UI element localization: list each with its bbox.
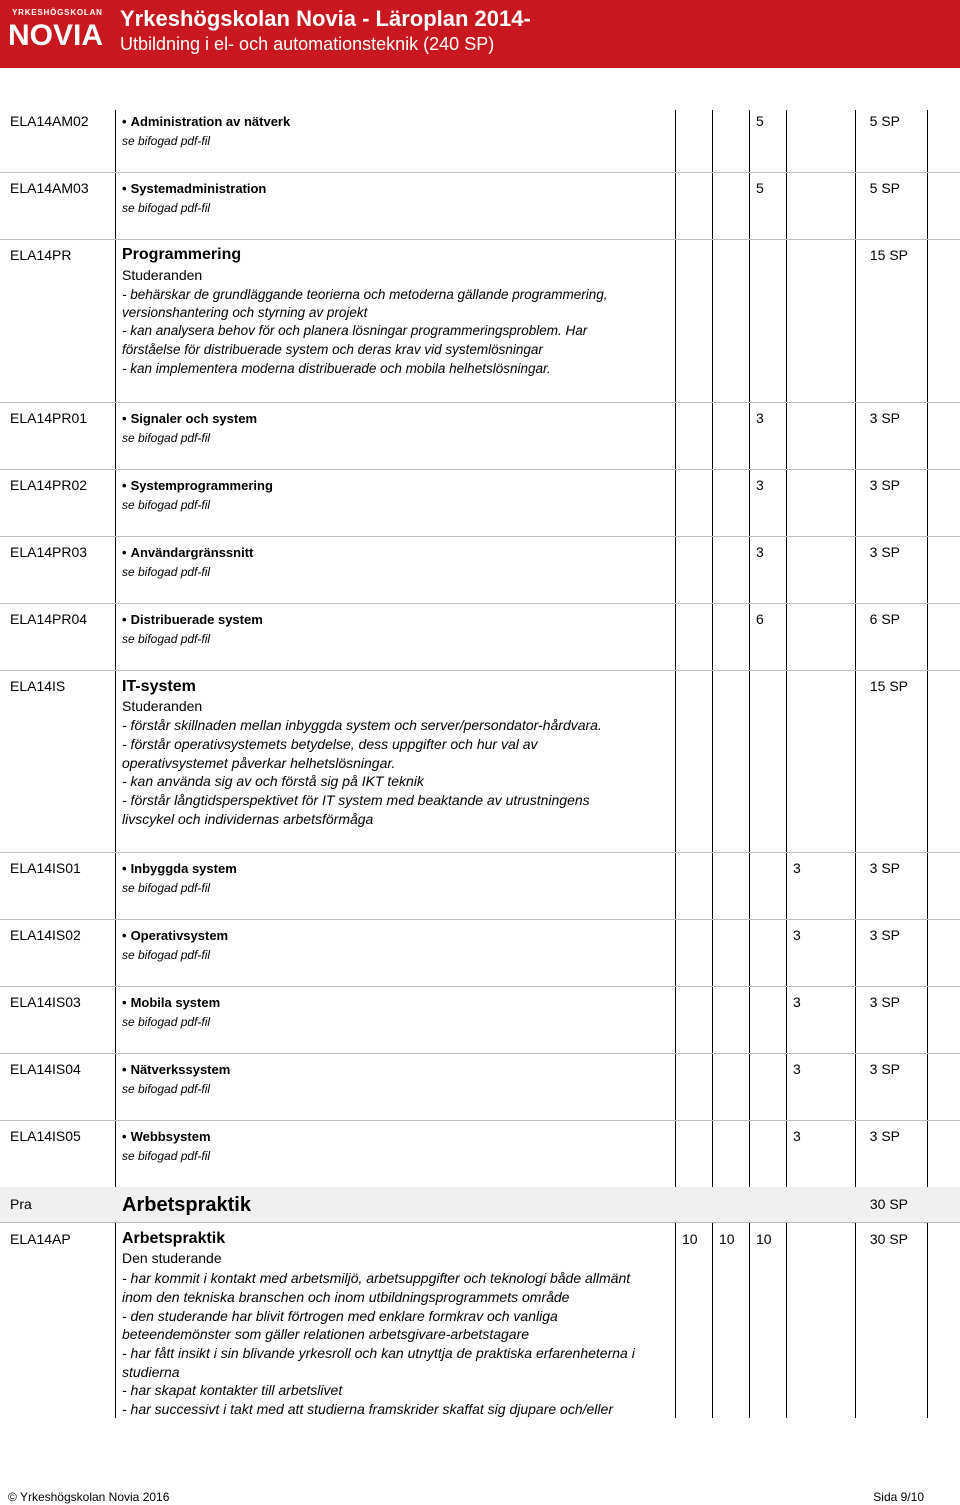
course-name xyxy=(122,1062,230,1077)
module-objective-line: inom den tekniska branschen och inom utbildningsprogrammets område xyxy=(122,1289,570,1305)
course-note: se bifogad pdf-fil xyxy=(122,1149,211,1163)
course-note: se bifogad pdf-fil xyxy=(122,948,211,962)
module-objective-line: - har skapat kontakter till arbetslivet xyxy=(122,1382,343,1398)
credit-sp: 6 SP xyxy=(869,611,900,627)
row-divider xyxy=(0,469,960,470)
bullet-icon: • xyxy=(122,1062,127,1077)
row-divider xyxy=(0,1053,960,1054)
bullet-icon: • xyxy=(122,995,127,1010)
course-note: se bifogad pdf-fil xyxy=(122,632,211,646)
module-objective-line: livscykel och individernas arbetsförmåga xyxy=(122,811,374,827)
row-divider xyxy=(0,919,960,920)
course-name xyxy=(122,1129,211,1144)
course-code: ELA14IS02 xyxy=(10,927,81,943)
course-note: se bifogad pdf-fil xyxy=(122,1015,211,1029)
module-objective-line: - har fått insikt i sin blivande yrkesroll och kan utnyttja de praktiska erfarenheterna i xyxy=(122,1345,635,1361)
credit-number: 3 xyxy=(756,410,764,426)
row-divider xyxy=(0,1222,960,1223)
credit-number: 3 xyxy=(793,1128,801,1144)
module-code: ELA14AP xyxy=(10,1231,71,1247)
course-name xyxy=(122,411,257,426)
course-note: se bifogad pdf-fil xyxy=(122,498,211,512)
bullet-icon: • xyxy=(122,1129,127,1144)
course-name xyxy=(122,114,290,129)
module-intro: Den studerande xyxy=(122,1250,222,1266)
credit-sp: 3 SP xyxy=(869,1061,900,1077)
credit-number: 3 xyxy=(793,1061,801,1077)
credit-number: 3 xyxy=(793,927,801,943)
bullet-icon: • xyxy=(122,411,127,426)
module-objective-line: beteendemönster som gäller relationen arbetsgivare-arbetstagare xyxy=(122,1326,530,1342)
course-name xyxy=(122,545,253,560)
course-code: ELA14AM02 xyxy=(10,113,89,129)
course-code: ELA14PR03 xyxy=(10,544,88,560)
row-divider xyxy=(0,670,960,671)
module-intro: Studeranden xyxy=(122,698,203,714)
document-subtitle: Utbildning i el- och automationsteknik (240 SP) xyxy=(120,34,495,54)
course-code: ELA14PR01 xyxy=(10,410,88,426)
course-name xyxy=(122,181,266,196)
credit-sp: 5 SP xyxy=(869,180,900,196)
course-code: ELA14PR04 xyxy=(10,611,88,627)
module-code: ELA14IS xyxy=(10,678,66,694)
module-title: Programmering xyxy=(122,246,242,263)
logo-small-text: YRKESHÖGSKOLAN xyxy=(12,8,103,17)
module-title: IT-system xyxy=(122,678,196,695)
course-name xyxy=(122,861,237,876)
credit-sp: 3 SP xyxy=(869,927,900,943)
module-objective-line: - den studerande har blivit förtrogen med enklare formkrav och vanliga xyxy=(122,1308,558,1324)
module-credits: 15 SP xyxy=(869,247,908,263)
section-code: Pra xyxy=(10,1196,32,1212)
credit-sp: 3 SP xyxy=(869,1128,900,1144)
credit-number: 3 xyxy=(756,477,764,493)
bullet-icon: • xyxy=(122,478,127,493)
course-name xyxy=(122,995,220,1010)
row-divider xyxy=(0,239,960,240)
module-objective-line: - har successivt i takt med att studierna framskrider skaffat sig djupare och/eller xyxy=(122,1401,613,1417)
bullet-icon: • xyxy=(122,114,127,129)
row-divider xyxy=(0,536,960,537)
page-header xyxy=(0,0,960,68)
module-objective-line: operativsystemet påverkar helhetslösningar. xyxy=(122,755,396,771)
section-title: Arbetspraktik xyxy=(122,1194,251,1216)
bullet-icon: • xyxy=(122,545,127,560)
course-note: se bifogad pdf-fil xyxy=(122,134,211,148)
course-note: se bifogad pdf-fil xyxy=(122,431,211,445)
course-name-text: Webbsystem xyxy=(130,1129,211,1144)
credit-sp: 3 SP xyxy=(869,860,900,876)
course-name xyxy=(122,612,263,627)
credit-number: 3 xyxy=(793,994,801,1010)
credit-number: 10 xyxy=(756,1231,772,1247)
module-objective-line: - kan implementera moderna distribuerade och mobila helhetslösningar. xyxy=(122,361,551,376)
module-intro: Studeranden xyxy=(122,267,203,283)
credit-sp: 3 SP xyxy=(869,410,900,426)
credit-number: 6 xyxy=(756,611,764,627)
row-divider xyxy=(0,172,960,173)
footer-copyright: © Yrkeshögskolan Novia 2016 xyxy=(8,1490,170,1504)
course-note: se bifogad pdf-fil xyxy=(122,565,211,579)
bullet-icon: • xyxy=(122,612,127,627)
credit-number: 3 xyxy=(793,860,801,876)
credit-number: 5 xyxy=(756,113,764,129)
course-name-text: Operativsystem xyxy=(130,928,229,943)
credit-sp: 3 SP xyxy=(869,994,900,1010)
row-divider xyxy=(0,1120,960,1121)
novia-logo xyxy=(6,6,104,62)
credit-sp: 5 SP xyxy=(869,113,900,129)
module-title: Arbetspraktik xyxy=(122,1230,226,1247)
course-note: se bifogad pdf-fil xyxy=(122,881,211,895)
module-objective-line: förståelse för distribuerade system och deras krav vid systemlösningar xyxy=(122,342,543,357)
module-objective-line: - kan använda sig av och förstå sig på IKT teknik xyxy=(122,773,424,789)
course-name-text: Användargränssnitt xyxy=(130,545,254,560)
bullet-icon: • xyxy=(122,928,127,943)
module-objective-line: studierna xyxy=(122,1364,180,1380)
footer-page-number: Sida 9/10 xyxy=(873,1490,924,1504)
course-code: ELA14IS04 xyxy=(10,1061,81,1077)
course-name-text: Distribuerade system xyxy=(130,612,263,627)
credit-sp: 3 SP xyxy=(869,477,900,493)
row-divider xyxy=(0,402,960,403)
module-objective-line: - förstår långtidsperspektivet för IT system med beaktande av utrustningens xyxy=(122,792,590,808)
course-code: ELA14AM03 xyxy=(10,180,89,196)
module-code: ELA14PR xyxy=(10,247,72,263)
course-code: ELA14IS05 xyxy=(10,1128,81,1144)
module-objective-line: - har kommit i kontakt med arbetsmiljö, arbetsuppgifter och teknologi både allmänt xyxy=(122,1270,631,1286)
course-name xyxy=(122,478,273,493)
section-credits: 30 SP xyxy=(869,1196,908,1212)
logo-big-text xyxy=(8,19,103,53)
course-name-text: Nätverkssystem xyxy=(130,1062,231,1077)
credit-number: 3 xyxy=(756,544,764,560)
course-note: se bifogad pdf-fil xyxy=(122,201,211,215)
module-objective-line: - behärskar de grundläggande teorierna och metoderna gällande programmering, xyxy=(122,287,608,302)
course-name-text: Systemprogrammering xyxy=(130,478,273,493)
bullet-icon: • xyxy=(122,861,127,876)
course-name-text: Signaler och system xyxy=(130,411,258,426)
logo-wordmark: NOVIA xyxy=(8,19,104,52)
credit-sp: 3 SP xyxy=(869,544,900,560)
credit-number: 5 xyxy=(756,180,764,196)
course-name-text: Administration av nätverk xyxy=(130,114,291,129)
course-name-text: Mobila system xyxy=(130,995,221,1010)
row-divider xyxy=(0,986,960,987)
module-objective-line: versionshantering och styrning av projekt xyxy=(122,305,368,320)
row-divider xyxy=(0,603,960,604)
module-objective-line: - förstår skillnaden mellan inbyggda system och server/persondator-hårdvara. xyxy=(122,717,602,733)
module-objective-line: - kan analysera behov för och planera lösningar programmeringsproblem. Har xyxy=(122,323,588,338)
credit-number: 10 xyxy=(719,1231,735,1247)
course-code: ELA14IS03 xyxy=(10,994,81,1010)
course-code: ELA14PR02 xyxy=(10,477,88,493)
course-note: se bifogad pdf-fil xyxy=(122,1082,211,1096)
course-code: ELA14IS01 xyxy=(10,860,81,876)
course-name-text: Systemadministration xyxy=(130,181,267,196)
course-name xyxy=(122,928,228,943)
module-credits: 30 SP xyxy=(869,1231,908,1247)
credit-number: 10 xyxy=(682,1231,698,1247)
bullet-icon: • xyxy=(122,181,127,196)
module-objective-line: - förstår operativsystemets betydelse, dess uppgifter och hur val av xyxy=(122,736,538,752)
row-divider xyxy=(0,852,960,853)
course-name-text: Inbyggda system xyxy=(130,861,237,876)
module-credits: 15 SP xyxy=(869,678,908,694)
document-title: Yrkeshögskolan Novia - Läroplan 2014- xyxy=(120,6,531,31)
